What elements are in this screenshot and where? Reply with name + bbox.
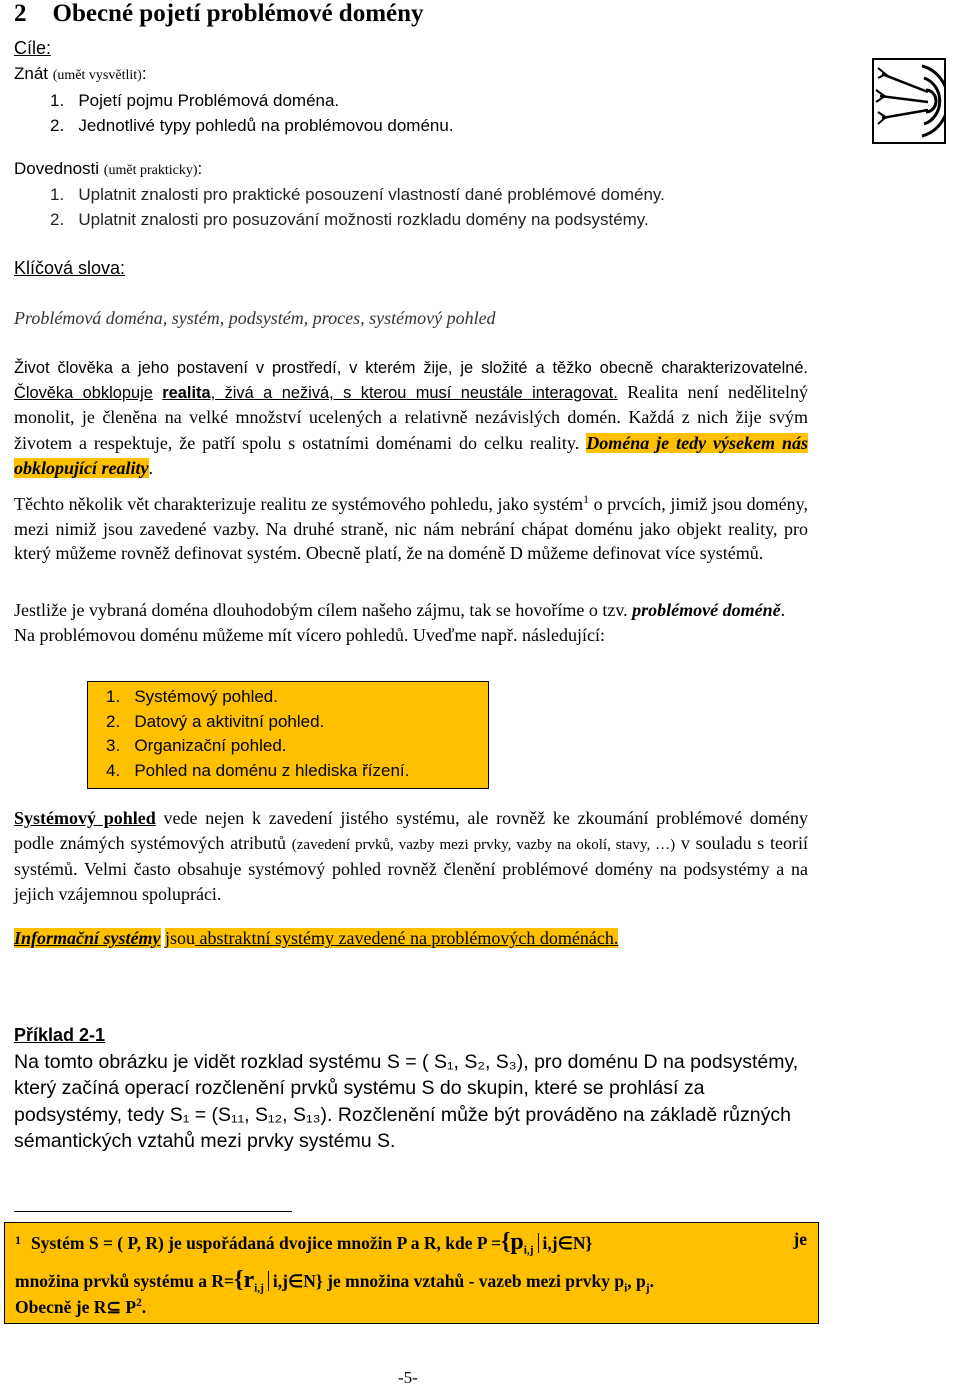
list-item: 1. Systémový pohled. <box>106 687 278 706</box>
chapter-heading <box>14 0 424 28</box>
footnote-box <box>4 1222 819 1324</box>
know-line: Znát (umět vysvětlit): <box>14 64 147 83</box>
list-item: 2. Uplatnit znalosti pro posuzování možnosti rozkladu domény na podsystémy. <box>50 210 649 229</box>
footnote-line-1: Systém S = ( P, R) je uspořádaná dvojice množin P a R, kde $P =\{p_{i,j}$ i,j∈N} je <box>31 1229 807 1257</box>
skills-note: (umět prakticky) <box>103 163 198 178</box>
paragraph-reality: Život člověka a jeho postavení v prostředí, v kterém žije, je složité a těžko obecně charakterizovatelné. Člověka obklopuje realita, živá a neživá, s kterou musí neustále interagovat. Realita není nedělitelný monolit, je členěna na velké množství ucelených a relativně nezávislých domén. Každá z nich žije svým životem a respektuje, že patří spolu s ostatními doménami do celku reality. Doména je tedy výsekem nás obklopující reality. <box>14 359 808 478</box>
paragraph-information-systems: Informační systémy jsou abstraktní systémy zavedené na problémových doménách. <box>14 928 619 948</box>
goals-title: Cíle: <box>14 38 52 58</box>
footnote-line-3: Obecně je R⊆ $P^2$. <box>15 1297 147 1317</box>
list-item: 4. Pohled na doménu z hlediska řízení. <box>106 760 410 780</box>
skills-list <box>50 182 665 232</box>
keywords-text: Problémová doména, systém, podsystém, proces, systémový pohled <box>14 308 496 328</box>
darts-target-icon <box>872 58 946 144</box>
know-note: (umět vysvětlit) <box>52 68 142 83</box>
list-item: 3. Organizační pohled. <box>106 736 287 756</box>
skills-label: Dovednosti <box>14 159 100 178</box>
footnote-separator <box>14 1211 292 1212</box>
know-label: Znát <box>14 64 49 83</box>
list-item: 2. Datový a aktivitní pohled. <box>106 711 325 731</box>
views-box <box>87 681 489 789</box>
chapter-title: Obecné pojetí problémové domény <box>52 0 424 27</box>
chapter-number: 2 <box>14 0 27 27</box>
list-item: 1. Uplatnit znalosti pro praktické posouzení vlastností dané problémové domény. <box>50 185 665 204</box>
highlight-definition: Doména je tedy výsekem nás obklopující reality <box>14 432 808 478</box>
paragraph-systemic-view: Systémový pohled vede nejen k zavedení jistého systému, ale rovněž ke zkoumání problémové domény podle známých systémových atributů (zavedení prvků, vazby mezi prvky, vazby na okolí, stavy, …) v souladu s teorií systémů. Velmi často obsahuje systémový pohled rovněž členění problémové domény na podsystémy a na jejich vzájemnou spolupráci. <box>14 808 809 904</box>
footnote-ref: 1 <box>583 493 589 506</box>
paragraph-problem-domain: Jestliže je vybraná doména dlouhodobým cílem našeho zájmu, tak se hovoříme o tzv. problémové doméně. Na problémovou doménu můžeme mít vícero pohledů. Uveďme např. následující: <box>14 600 786 645</box>
page-number: -5- <box>398 1368 418 1387</box>
example-text: Na tomto obrázku je vidět rozklad systému S = ( S₁, S₂, S₃), pro doménu D na podsystémy, který začíná operací rozčlenění prvků systému S do skupin, které se prohlásí za podsystémy, tedy S₁ = (S₁₁, S₁₂, S₁₃). Rozčlenění může být prováděno na základě různých sémantických vztahů mezi prvky systému S. <box>14 1051 799 1153</box>
footnote-marker: 1 <box>15 1233 21 1247</box>
paragraph-system-view: Těchto několik vět charakterizuje realitu ze systémového pohledu, jako systém$^1$ o prvcích, jimiž jsou domény, mezi nimiž jsou zavedené vazby. Na druhé straně, nic nám nebrání chápat doménu jako objekt reality, pro který můžeme rovněž definovat systém. Obecně platí, že na doméně D můžeme definovat více systémů. <box>14 493 809 563</box>
list-item: 1. Pojetí pojmu Problémová doména. <box>50 91 340 110</box>
keywords-title: Klíčová slova: <box>14 258 126 278</box>
example-title: Příklad 2-1 <box>14 1025 106 1045</box>
skills-line: Dovednosti (umět prakticky): <box>14 159 203 178</box>
list-item: 2. Jednotlivé typy pohledů na problémovou doménu. <box>50 116 454 135</box>
know-list <box>50 88 454 138</box>
footnote-line-2: množina prvků systému a $R=\{r_{i,j}$ i,j∈N} je množina vztahů - vazeb mezi prvky $p_i$, $p_j$. <box>15 1267 654 1295</box>
